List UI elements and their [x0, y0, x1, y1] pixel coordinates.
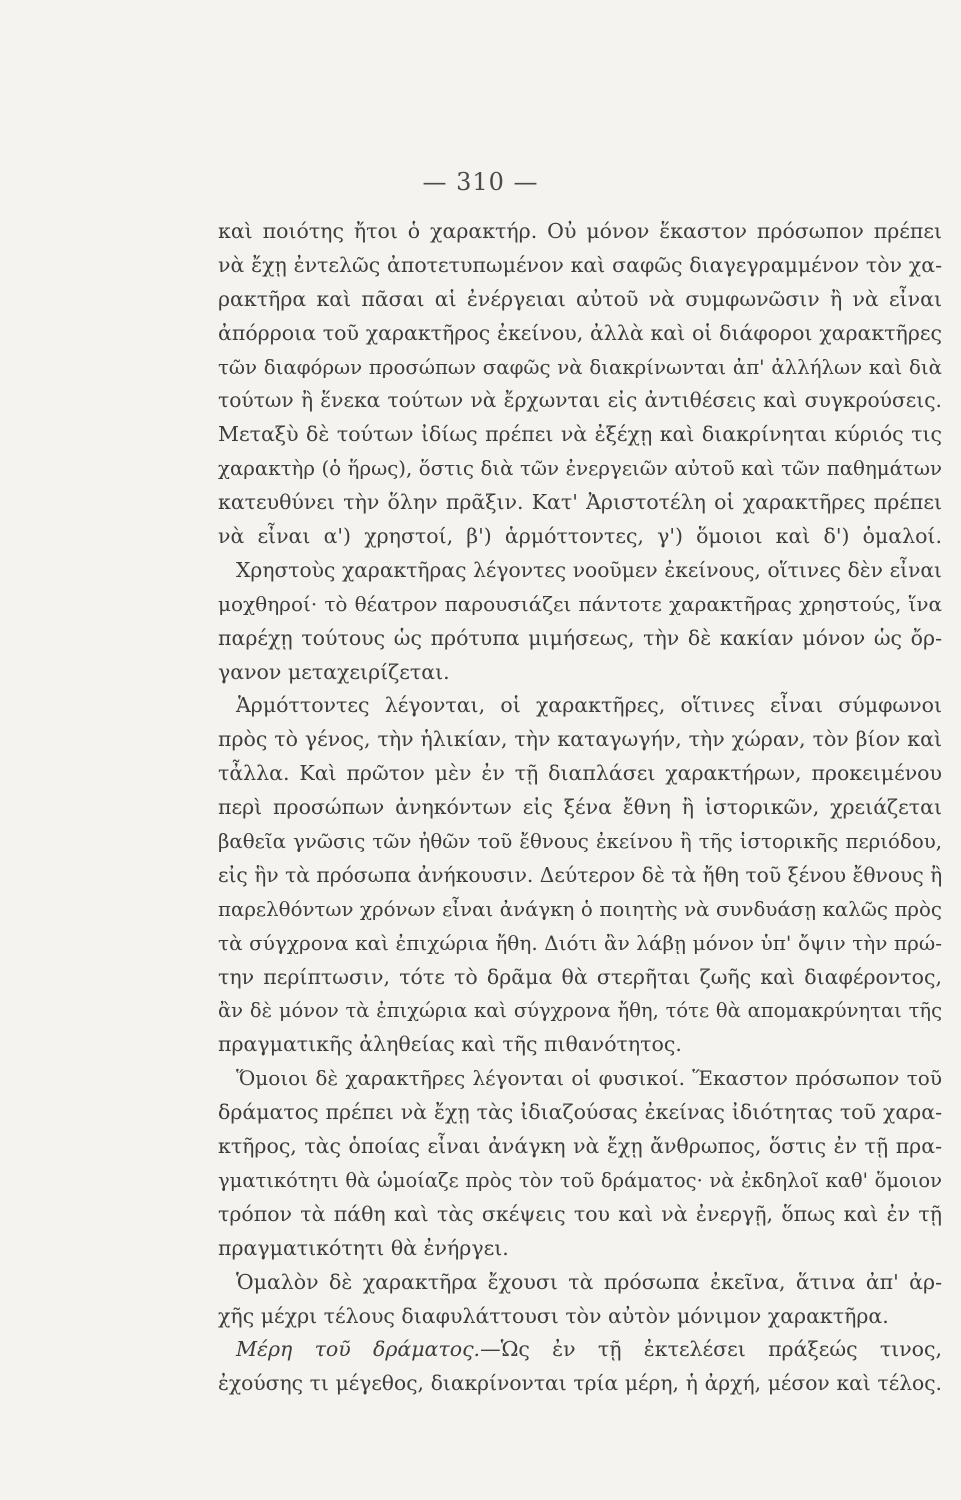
text-line: νὰ ἔχῃ ἐντελῶς ἀποτετυπωμένον καὶ σαφῶς διαγεγραμμένον τὸν χα-: [218, 252, 942, 277]
page-number: — 310 —: [422, 168, 539, 196]
text-line: κτῆρος, τὰς ὁποίας εἶναι ἀνάγκη νὰ ἔχῃ ἄνθρωπος, ὅστις ἐν τῇ πρα-: [218, 1134, 942, 1159]
text-line: Ὅμοιοι δὲ χαρακτῆρες λέγονται οἱ φυσικοί. Ἕκαστον πρόσωπον τοῦ: [236, 1066, 942, 1091]
text-line: παρελθόντων χρόνων εἶναι ἀνάγκη ὁ ποιητὴς νὰ συνδυάσῃ καλῶς πρὸς: [218, 897, 942, 921]
text-line: την περίπτωσιν, τότε τὸ δρᾶμα θὰ στερῆται ζωῆς καὶ διαφέροντος,: [218, 964, 942, 989]
text-line: Ἁρμόττοντες λέγονται, οἱ χαρακτῆρες, οἵτινες εἶναι σύμφωνοι: [236, 693, 942, 718]
text-line: εἰς ἣν τὰ πρόσωπα ἀνήκουσιν. Δεύτερον δὲ τὰ ἤθη τοῦ ξένου ἔθνους ἢ: [218, 862, 943, 887]
text-line: μοχθηροί· τὸ θέατρον παρουσιάζει πάντοτε χαρακτῆρας χρηστούς, ἵνα: [218, 591, 942, 616]
text-line: καὶ ποιότης ἤτοι ὁ χαρακτήρ. Οὐ μόνον ἕκαστον πρόσωπον πρέπει: [218, 219, 942, 243]
text-line: ἐχούσης τι μέγεθος, διακρίνονται τρία μέρη, ἡ ἀρχή, μέσον καὶ τέλος.: [218, 1371, 942, 1396]
text-line: χῆς μέχρι τέλους διαφυλάττουσι τὸν αὐτὸν μόνιμον χαρακτῆρα.: [218, 1303, 889, 1328]
text-line: ρακτῆρα καὶ πᾶσαι αἱ ἐνέργειαι αὐτοῦ νὰ συμφωνῶσιν ἢ νὰ εἶναι: [218, 286, 942, 311]
body-text: [218, 215, 942, 1401]
text-line: νὰ εἶναι α') χρηστοί, β') ἁρμόττοντες, γ') ὅμοιοι καὶ δ') ὁμαλοί.: [218, 524, 942, 549]
text-line: κατευθύνει τὴν ὅλην πρᾶξιν. Κατ' Ἀριστοτέλη οἱ χαρακτῆρες πρέπει: [218, 490, 942, 515]
text-line: γανον μεταχειρίζεται.: [218, 659, 450, 684]
text-line: παρέχῃ τούτους ὡς πρότυπα μιμήσεως, τὴν δὲ κακίαν μόνον ὡς ὄρ-: [218, 625, 942, 650]
text-line: πραγματικότητι θὰ ἐνήργει.: [218, 1235, 509, 1260]
text-line: πραγματικῆς ἀληθείας καὶ τῆς πιθανότητος.: [218, 1032, 682, 1057]
text-line: Ὁμαλὸν δὲ χαρακτῆρα ἔχουσι τὰ πρόσωπα ἐκεῖνα, ἅτινα ἀπ' ἀρ-: [236, 1269, 942, 1294]
text-line: Χρηστοὺς χαρακτῆρας λέγοντες νοοῦμεν ἐκείνους, οἵτινες δὲν εἶναι: [236, 557, 942, 582]
text-line: τούτων ἢ ἕνεκα τούτων νὰ ἔρχωνται εἰς ἀντιθέσεις καὶ συγκρούσεις.: [218, 388, 942, 413]
text-line: Μεταξὺ δὲ τούτων ἰδίως πρέπει νὰ ἐξέχῃ καὶ διακρίνηται κύριός τις: [218, 422, 942, 447]
section-heading: Μέρη τοῦ δράματος.: [236, 1337, 481, 1362]
text-line: τρόπον τὰ πάθη καὶ τὰς σκέψεις του καὶ νὰ ἐνεργῇ, ὅπως καὶ ἐν τῇ: [218, 1201, 942, 1226]
section-heading-text: —Ὡς ἐν τῇ ἐκτελέσει πράξεώς τινος,: [480, 1337, 943, 1362]
text-line: χαρακτὴρ (ὁ ἥρως), ὅστις διὰ τῶν ἐνεργειῶν αὐτοῦ καὶ τῶν παθημάτων: [218, 457, 942, 481]
text-line: ἂν δὲ μόνον τὰ ἐπιχώρια καὶ σύγχρονα ἤθη, τότε θὰ απομακρύνηται τῆς: [218, 999, 942, 1023]
text-line: γματικότητι θὰ ὡμοίαζε πρὸς τὸν τοῦ δράματος· νὰ ἐκδηλοῖ καθ' ὅμοιον: [218, 1168, 942, 1192]
text-line: τὰ σύγχρονα καὶ ἐπιχώρια ἤθη. Διότι ἂν λάβῃ μόνον ὑπ' ὄψιν τὴν πρώ-: [218, 930, 942, 955]
text-line: περὶ προσώπων ἀνηκόντων εἰς ξένα ἔθνη ἢ ἱστορικῶν, χρειάζεται: [218, 795, 942, 820]
section-heading-line: [218, 1333, 942, 1367]
text-line: τῶν διαφόρων προσώπων σαφῶς νὰ διακρίνωνται ἀπ' ἀλλήλων καὶ διὰ: [218, 355, 942, 379]
text-line: δράματος πρέπει νὰ ἔχῃ τὰς ἰδιαζούσας ἐκείνας ἰδιότητας τοῦ χαρα-: [218, 1100, 942, 1125]
text-line: πρὸς τὸ γένος, τὴν ἡλικίαν, τὴν καταγωγήν, τὴν χώραν, τὸν βίον καὶ: [218, 727, 942, 752]
text-line: βαθεῖα γνῶσις τῶν ἠθῶν τοῦ ἔθνους ἐκείνου ἢ τῆς ἱστορικῆς περιόδου,: [218, 830, 942, 854]
text-line: τἆλλα. Καὶ πρῶτον μὲν ἐν τῇ διαπλάσει χαρακτήρων, προκειμένου: [218, 761, 942, 786]
text-line: ἀπόρροια τοῦ χαρακτῆρος ἐκείνου, ἀλλὰ καὶ οἱ διάφοροι χαρακτῆρες: [218, 320, 942, 345]
